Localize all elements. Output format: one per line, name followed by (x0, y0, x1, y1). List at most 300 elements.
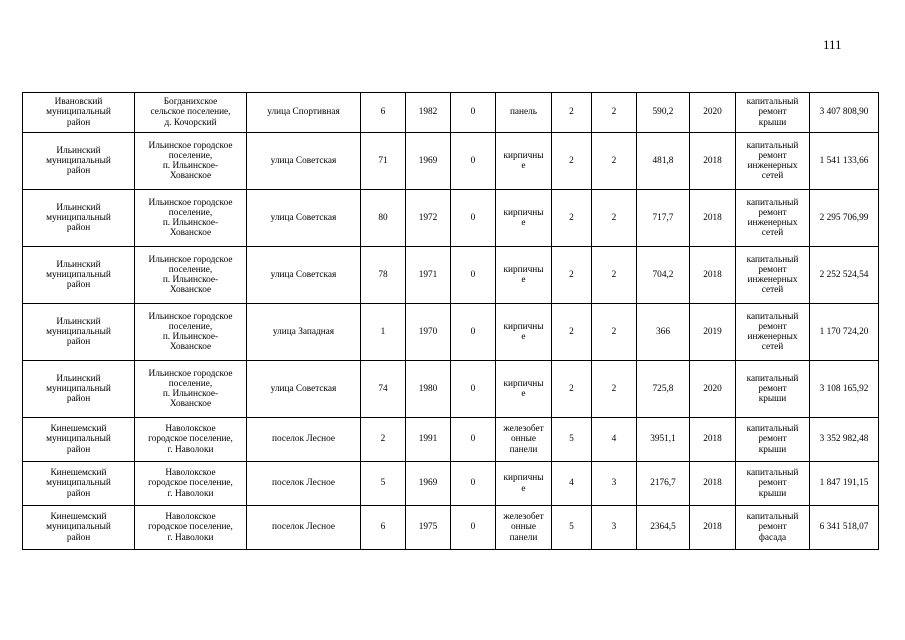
floors-cell-text: 2 (569, 269, 574, 280)
work-type-cell-line: сетей (761, 171, 784, 182)
wall-material-cell-line: железобет (503, 424, 544, 435)
cost-cell (810, 361, 879, 418)
work-type-cell-line: ремонт (758, 264, 787, 275)
house-number-cell-text: 80 (378, 212, 388, 223)
area-cell (637, 93, 690, 133)
settlement-cell-line: сельское поселение, (150, 107, 231, 118)
zero-value-cell-text: 0 (470, 434, 476, 445)
area-cell (637, 361, 690, 418)
entrances-cell-text: 4 (611, 434, 617, 445)
street-cell (247, 133, 361, 190)
settlement-cell-line: Наволокское (165, 512, 216, 523)
work-type-cell-line: фасада (758, 532, 787, 543)
floors-cell (552, 133, 592, 190)
zero-value-cell-text: 0 (470, 478, 476, 489)
district-cell-line: муниципальный (46, 522, 111, 533)
area-cell (637, 247, 690, 304)
wall-material-cell (496, 93, 552, 133)
house-number-cell-text: 5 (380, 478, 386, 489)
entrances-cell (592, 506, 637, 550)
entrances-cell-text: 3 (611, 478, 617, 489)
settlement-cell (135, 506, 247, 550)
district-cell-line: район (66, 337, 91, 348)
district-cell-line: Ивановский (54, 97, 103, 108)
settlement-cell-line: Хованское (169, 285, 212, 296)
zero-value-cell-text: 0 (470, 326, 476, 337)
district-cell (23, 190, 135, 247)
settlement-cell-line: городское поселение, (148, 434, 233, 445)
zero-value-cell-text: 0 (470, 269, 476, 280)
cost-cell-text: 1 847 191,15 (819, 478, 869, 489)
settlement-cell-line: п. Ильинское- (162, 275, 219, 285)
table-row (23, 247, 879, 304)
cost-cell-text: 6 341 518,07 (819, 522, 869, 533)
wall-material-cell-line: кирпичны (503, 473, 544, 484)
table-row (23, 133, 879, 190)
entrances-cell-text: 2 (611, 383, 617, 394)
work-type-cell (736, 93, 810, 133)
district-cell (23, 133, 135, 190)
house-number-cell-text: 2 (380, 434, 386, 445)
plan-year-cell-text: 2018 (703, 155, 722, 166)
wall-material-cell (496, 418, 552, 462)
wall-material-cell-line: кирпичны (503, 378, 544, 389)
floors-cell (552, 304, 592, 361)
build-year-cell-text: 1969 (418, 478, 438, 489)
work-type-cell-line: ремонт (758, 207, 787, 218)
floors-cell (552, 462, 592, 506)
plan-year-cell-text: 2018 (703, 478, 722, 489)
street-cell (247, 247, 361, 304)
settlement-cell-line: п. Ильинское- (162, 161, 219, 171)
district-cell-line: муниципальный (46, 269, 111, 280)
district-cell-line: Ильинский (56, 373, 101, 384)
house-number-cell (361, 190, 406, 247)
build-year-cell (406, 462, 451, 506)
work-type-cell-line: капитальный (746, 140, 799, 151)
wall-material-cell-line: е (521, 275, 526, 285)
zero-value-cell-text: 0 (470, 522, 476, 533)
cost-cell (810, 247, 879, 304)
work-type-cell-line: капитальный (746, 512, 799, 523)
district-cell (23, 361, 135, 418)
street-cell-text: улица Советская (270, 383, 337, 394)
build-year-cell-text: 1982 (418, 107, 438, 118)
entrances-cell (592, 190, 637, 247)
district-cell-line: муниципальный (46, 326, 111, 337)
settlement-cell-line: Ильинское городское (148, 254, 233, 265)
house-number-cell (361, 462, 406, 506)
plan-year-cell-text: 2018 (703, 212, 722, 223)
wall-material-cell-line: кирпичны (503, 150, 544, 161)
zero-value-cell (451, 462, 496, 506)
wall-material-cell-line: е (521, 332, 526, 342)
zero-value-cell (451, 304, 496, 361)
area-cell-text: 2364,5 (650, 522, 676, 533)
build-year-cell (406, 247, 451, 304)
build-year-cell-text: 1975 (418, 522, 438, 533)
settlement-cell-line: городское поселение, (148, 522, 233, 533)
area-cell (637, 304, 690, 361)
district-cell-line: Ильинский (56, 145, 101, 156)
district-cell-line: район (66, 223, 91, 234)
street-cell-text: поселок Лесное (272, 434, 335, 445)
street-cell-text: улица Западная (272, 326, 335, 337)
settlement-cell (135, 247, 247, 304)
work-type-cell-line: крыши (758, 117, 787, 128)
house-number-cell (361, 418, 406, 462)
entrances-cell (592, 304, 637, 361)
zero-value-cell-text: 0 (470, 212, 476, 223)
street-cell-text: улица Спортивная (267, 107, 340, 118)
wall-material-cell (496, 506, 552, 550)
district-cell-line: район (66, 532, 91, 543)
work-type-cell-line: ремонт (758, 522, 787, 533)
house-number-cell-text: 74 (378, 383, 388, 394)
district-cell-line: район (66, 166, 91, 177)
build-year-cell-text: 1969 (418, 155, 438, 166)
area-cell (637, 506, 690, 550)
district-cell-line: Кинешемский (50, 468, 107, 479)
zero-value-cell (451, 93, 496, 133)
table-row (23, 190, 879, 247)
area-cell (637, 418, 690, 462)
settlement-cell-line: поселение, (168, 150, 213, 161)
entrances-cell (592, 418, 637, 462)
cost-cell (810, 133, 879, 190)
cost-cell (810, 462, 879, 506)
floors-cell-text: 2 (569, 383, 574, 394)
plan-year-cell (690, 304, 736, 361)
street-cell-text: улица Советская (270, 269, 337, 280)
district-cell (23, 506, 135, 550)
zero-value-cell (451, 418, 496, 462)
cost-cell-text: 3 108 165,92 (819, 383, 869, 394)
page-number: 111 (823, 37, 842, 52)
work-type-cell-line: капитальный (746, 254, 799, 265)
wall-material-cell-line: е (521, 483, 526, 494)
build-year-cell-text: 1980 (418, 383, 438, 394)
entrances-cell (592, 462, 637, 506)
district-cell-line: муниципальный (46, 212, 111, 223)
entrances-cell (592, 93, 637, 133)
cost-cell-text: 2 295 706,99 (819, 212, 869, 223)
street-cell-text: улица Советская (270, 212, 337, 223)
district-cell-line: Ильинский (56, 316, 101, 327)
plan-year-cell-text: 2019 (703, 326, 722, 337)
table-row (23, 462, 879, 506)
build-year-cell (406, 418, 451, 462)
street-cell (247, 304, 361, 361)
wall-material-cell (496, 304, 552, 361)
wall-material-cell-line: онные (511, 434, 536, 445)
settlement-cell-line: Хованское (169, 228, 212, 239)
wall-material-cell-line: кирпичны (503, 207, 544, 218)
work-type-cell (736, 506, 810, 550)
floors-cell (552, 418, 592, 462)
floors-cell-text: 5 (569, 522, 574, 533)
district-cell-line: Ильинский (56, 259, 101, 270)
work-type-cell-line: ремонт (758, 321, 787, 332)
work-type-cell (736, 190, 810, 247)
table-row (23, 93, 879, 133)
district-cell (23, 462, 135, 506)
floors-cell-text: 2 (569, 212, 574, 223)
cost-cell-text: 1 170 724,20 (819, 326, 869, 337)
zero-value-cell-text: 0 (470, 383, 476, 394)
plan-year-cell-text: 2018 (703, 522, 722, 533)
entrances-cell-text: 2 (611, 269, 617, 280)
plan-year-cell-text: 2018 (703, 434, 722, 445)
settlement-cell-line: городское поселение, (148, 478, 233, 489)
wall-material-cell-line: е (521, 161, 526, 171)
plan-year-cell (690, 418, 736, 462)
district-cell-line: район (66, 488, 91, 499)
cost-cell-text: 3 352 982,48 (819, 434, 869, 445)
district-cell-line: муниципальный (46, 107, 111, 118)
zero-value-cell-text: 0 (470, 107, 476, 118)
settlement-cell-line: п. Ильинское- (162, 218, 219, 228)
work-type-cell-line: сетей (761, 228, 784, 239)
house-number-cell-text: 1 (380, 326, 386, 337)
settlement-cell (135, 304, 247, 361)
settlement-cell-line: Богданихское (163, 97, 218, 108)
build-year-cell (406, 190, 451, 247)
area-cell (637, 462, 690, 506)
district-cell (23, 93, 135, 133)
street-cell (247, 93, 361, 133)
cost-cell (810, 93, 879, 133)
wall-material-cell (496, 361, 552, 418)
wall-material-cell-line: е (521, 389, 526, 399)
housing-repair-table (22, 92, 879, 550)
table-body (23, 93, 879, 550)
plan-year-cell (690, 506, 736, 550)
work-type-cell-line: ремонт (758, 383, 787, 394)
table-row (23, 361, 879, 418)
settlement-cell-line: Ильинское городское (148, 311, 233, 322)
work-type-cell-line: инженерных (747, 161, 798, 171)
wall-material-cell-line: панели (509, 444, 538, 455)
build-year-cell-text: 1971 (418, 269, 438, 280)
district-cell-line: Кинешемский (50, 512, 107, 523)
work-type-cell-line: капитальный (746, 424, 799, 435)
work-type-cell (736, 462, 810, 506)
wall-material-cell (496, 133, 552, 190)
table-row (23, 418, 879, 462)
entrances-cell (592, 361, 637, 418)
area-cell-text: 590,2 (652, 107, 674, 118)
cost-cell (810, 304, 879, 361)
settlement-cell (135, 462, 247, 506)
settlement-cell (135, 133, 247, 190)
street-cell-text: поселок Лесное (272, 478, 335, 489)
district-cell-line: район (66, 117, 91, 128)
district-cell-line: муниципальный (46, 434, 111, 445)
area-cell-text: 2176,7 (650, 478, 676, 489)
settlement-cell-line: г. Наволоки (167, 532, 214, 543)
entrances-cell-text: 2 (611, 326, 617, 337)
work-type-cell-line: крыши (758, 488, 787, 499)
plan-year-cell (690, 190, 736, 247)
zero-value-cell (451, 247, 496, 304)
build-year-cell (406, 93, 451, 133)
house-number-cell-text: 6 (380, 107, 386, 118)
district-cell (23, 304, 135, 361)
work-type-cell-line: капитальный (746, 311, 799, 322)
floors-cell-text: 4 (569, 478, 574, 489)
district-cell (23, 247, 135, 304)
wall-material-cell-line: железобет (503, 512, 544, 523)
area-cell-text: 725,8 (652, 383, 674, 394)
settlement-cell-line: Хованское (169, 342, 212, 353)
settlement-cell (135, 361, 247, 418)
wall-material-cell-line: онные (511, 522, 536, 533)
work-type-cell-line: ремонт (758, 434, 787, 445)
settlement-cell (135, 93, 247, 133)
wall-material-cell-line: панель (509, 107, 538, 118)
cost-cell-text: 2 252 524,54 (819, 269, 869, 280)
work-type-cell-line: капитальный (746, 197, 799, 208)
district-cell-line: Кинешемский (50, 424, 107, 435)
zero-value-cell (451, 506, 496, 550)
work-type-cell-line: инженерных (747, 218, 798, 228)
entrances-cell-text: 2 (611, 107, 617, 118)
work-type-cell-line: капитальный (746, 97, 799, 108)
work-type-cell-line: инженерных (747, 332, 798, 342)
entrances-cell (592, 247, 637, 304)
area-cell-text: 366 (656, 326, 670, 337)
work-type-cell-line: сетей (761, 285, 784, 296)
cost-cell-text: 3 407 808,90 (819, 107, 869, 118)
build-year-cell (406, 506, 451, 550)
district-cell-line: муниципальный (46, 478, 111, 489)
build-year-cell-text: 1972 (418, 212, 438, 223)
zero-value-cell-text: 0 (470, 155, 476, 166)
entrances-cell (592, 133, 637, 190)
area-cell-text: 704,2 (652, 269, 674, 280)
floors-cell-text: 2 (569, 107, 574, 118)
settlement-cell-line: д. Кочорский (164, 117, 217, 128)
street-cell (247, 418, 361, 462)
floors-cell (552, 247, 592, 304)
zero-value-cell (451, 133, 496, 190)
work-type-cell (736, 304, 810, 361)
area-cell-text: 3951,1 (650, 434, 676, 445)
floors-cell-text: 2 (569, 155, 574, 166)
area-cell (637, 190, 690, 247)
wall-material-cell-line: кирпичны (503, 321, 544, 332)
work-type-cell-line: ремонт (758, 478, 787, 489)
settlement-cell-line: поселение, (168, 264, 213, 275)
build-year-cell-text: 1970 (418, 326, 438, 337)
settlement-cell-line: Хованское (169, 399, 212, 410)
street-cell-text: поселок Лесное (272, 522, 335, 533)
floors-cell-text: 2 (569, 326, 574, 337)
work-type-cell (736, 418, 810, 462)
wall-material-cell (496, 190, 552, 247)
house-number-cell (361, 304, 406, 361)
house-number-cell (361, 361, 406, 418)
plan-year-cell (690, 462, 736, 506)
area-cell-text: 481,8 (652, 155, 674, 166)
street-cell (247, 506, 361, 550)
settlement-cell-line: Ильинское городское (148, 368, 233, 379)
house-number-cell (361, 247, 406, 304)
settlement-cell (135, 190, 247, 247)
wall-material-cell-line: панели (509, 532, 538, 543)
entrances-cell-text: 3 (611, 522, 617, 533)
district-cell-line: район (66, 444, 91, 455)
table-row (23, 506, 879, 550)
build-year-cell (406, 304, 451, 361)
build-year-cell (406, 133, 451, 190)
settlement-cell (135, 418, 247, 462)
house-number-cell (361, 506, 406, 550)
settlement-cell-line: Хованское (169, 171, 212, 182)
settlement-cell-line: поселение, (168, 207, 213, 218)
plan-year-cell (690, 133, 736, 190)
settlement-cell-line: г. Наволоки (167, 488, 214, 499)
work-type-cell-line: капитальный (746, 373, 799, 384)
district-cell-line: район (66, 394, 91, 405)
settlement-cell-line: Наволокское (165, 424, 216, 435)
work-type-cell-line: капитальный (746, 468, 799, 479)
plan-year-cell (690, 93, 736, 133)
settlement-cell-line: п. Ильинское- (162, 389, 219, 399)
house-number-cell (361, 133, 406, 190)
district-cell-line: Ильинский (56, 202, 101, 213)
street-cell (247, 361, 361, 418)
work-type-cell (736, 247, 810, 304)
cost-cell (810, 190, 879, 247)
plan-year-cell (690, 361, 736, 418)
district-cell-line: район (66, 280, 91, 291)
street-cell-text: улица Советская (270, 155, 337, 166)
wall-material-cell (496, 462, 552, 506)
work-type-cell (736, 361, 810, 418)
district-cell-line: муниципальный (46, 383, 111, 394)
floors-cell-text: 5 (569, 434, 574, 445)
zero-value-cell (451, 361, 496, 418)
settlement-cell-line: Ильинское городское (148, 197, 233, 208)
floors-cell (552, 361, 592, 418)
plan-year-cell (690, 247, 736, 304)
street-cell (247, 190, 361, 247)
district-cell (23, 418, 135, 462)
build-year-cell-text: 1991 (418, 434, 438, 445)
cost-cell (810, 506, 879, 550)
work-type-cell-line: крыши (758, 444, 787, 455)
work-type-cell-line: сетей (761, 342, 784, 353)
district-cell-line: муниципальный (46, 155, 111, 166)
entrances-cell-text: 2 (611, 155, 617, 166)
cost-cell (810, 418, 879, 462)
floors-cell (552, 93, 592, 133)
settlement-cell-line: Ильинское городское (148, 140, 233, 151)
floors-cell (552, 506, 592, 550)
settlement-cell-line: п. Ильинское- (162, 332, 219, 342)
table-row (23, 304, 879, 361)
cost-cell-text: 1 541 133,66 (819, 155, 869, 166)
area-cell (637, 133, 690, 190)
entrances-cell-text: 2 (611, 212, 617, 223)
work-type-cell-line: ремонт (758, 107, 787, 118)
settlement-cell-line: поселение, (168, 378, 213, 389)
house-number-cell-text: 71 (378, 155, 388, 166)
settlement-cell-line: поселение, (168, 321, 213, 332)
settlement-cell-line: Наволокское (165, 468, 216, 479)
